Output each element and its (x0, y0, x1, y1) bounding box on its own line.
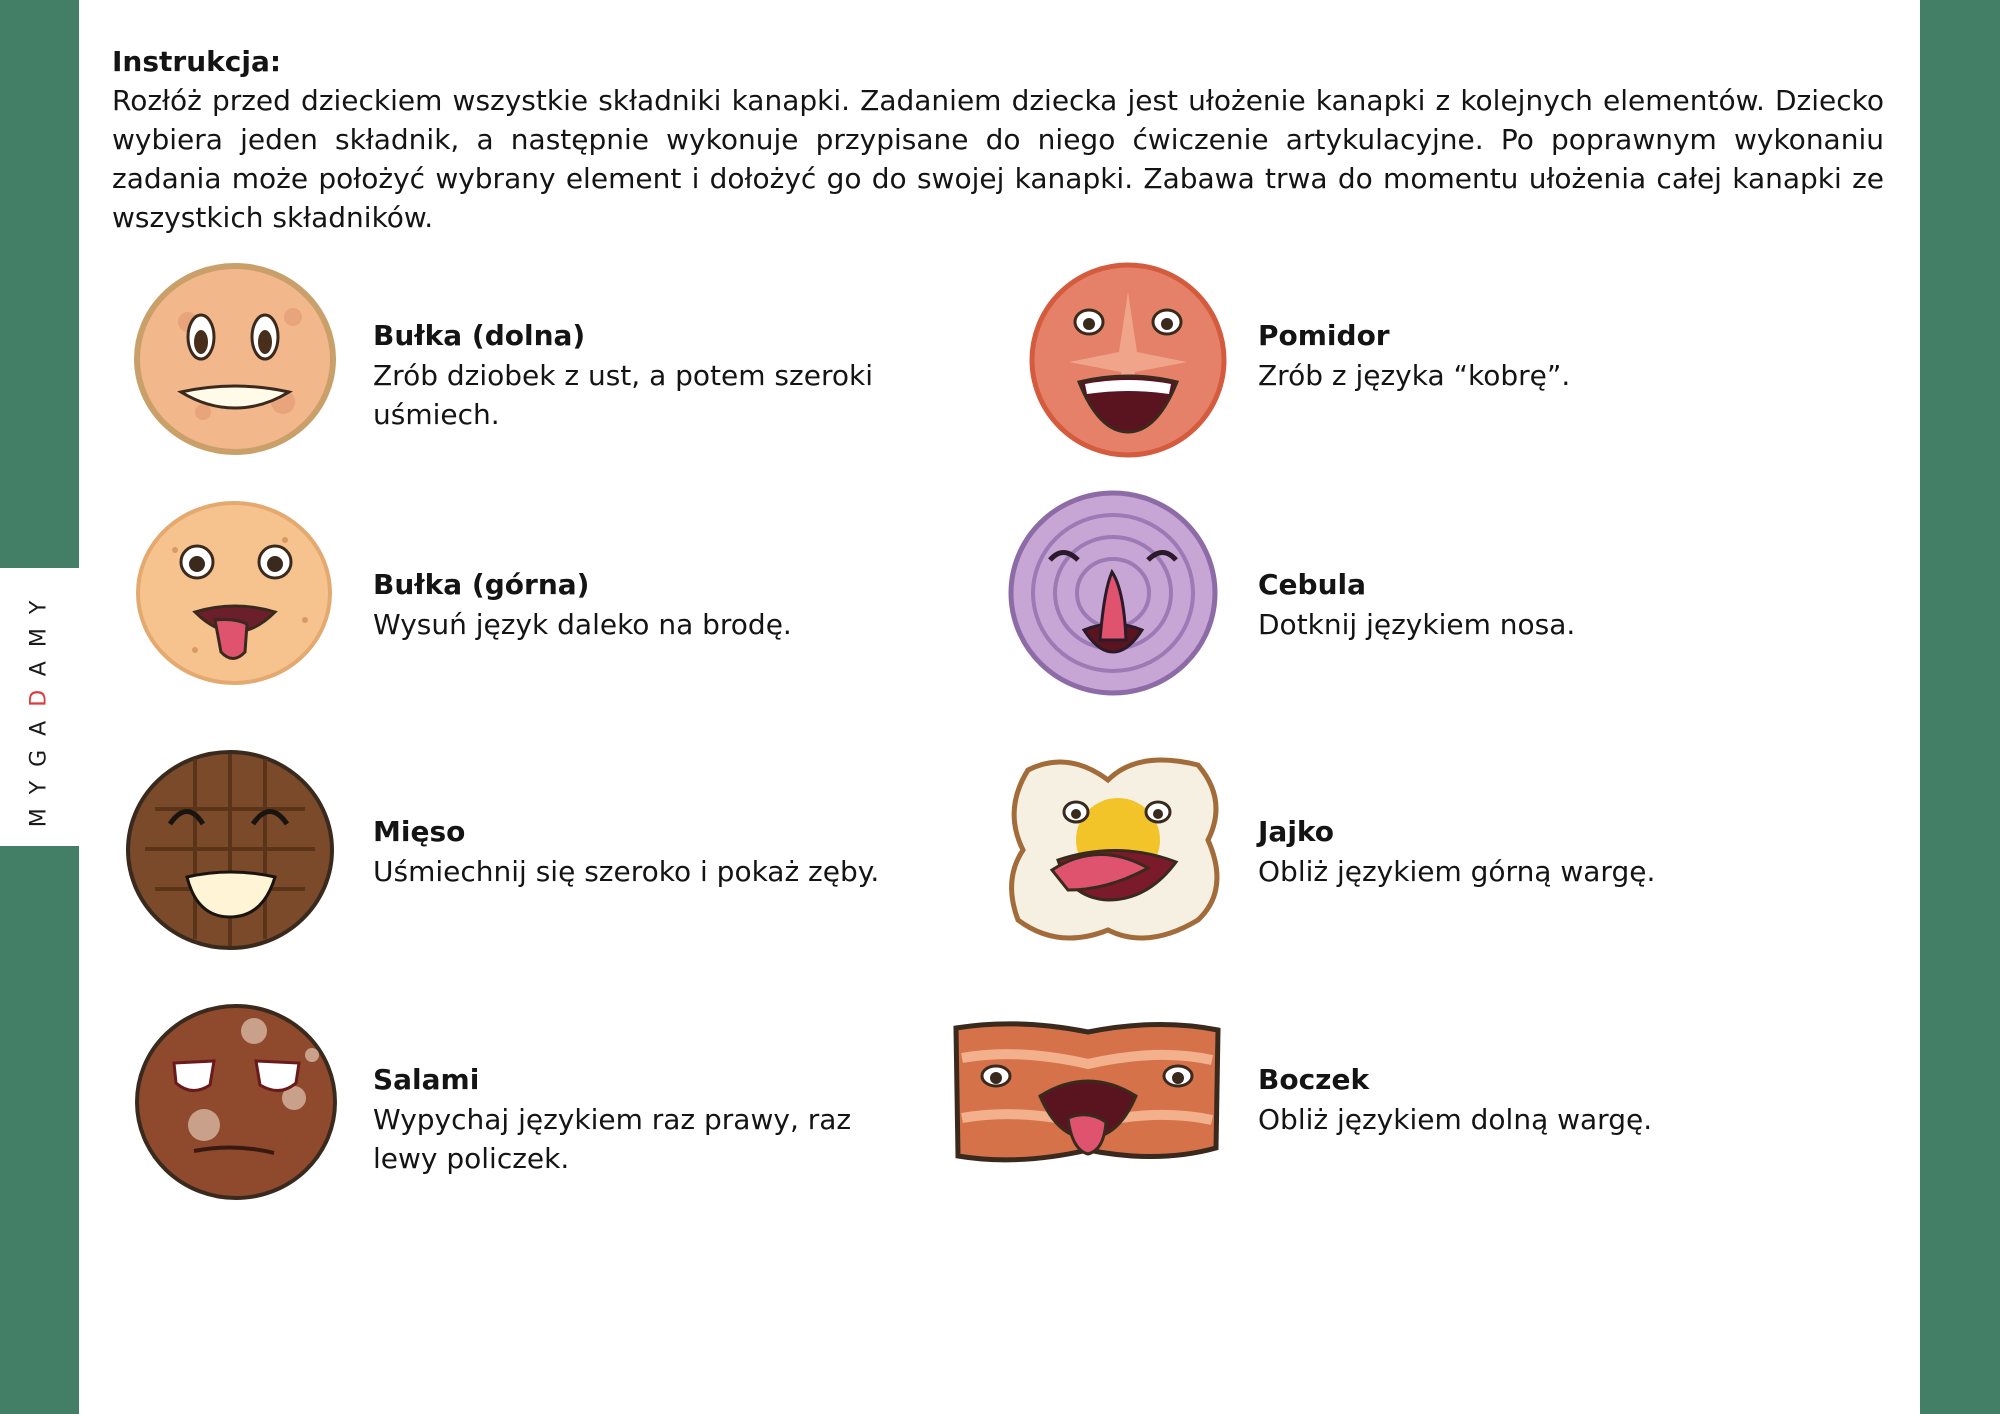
ingredient-exercise: Uśmiechnij się szeroko i pokaż zęby. (373, 855, 880, 888)
instructions-body: Rozłóż przed dzieckiem wszystkie składniki kanapki. Zadaniem dziecka jest ułożenie kanapki z kolejnych elementów. Dziecko wybiera jeden składnik, a następnie wykonuje przypisane do niego ćwiczenie artykulacyjne. Po poprawnym wykonaniu zadania może położyć wybrany element i dołożyć go do swojej kanapki. Zabawa trwa do momentu ułożenia całej kanapki ze wszystkich składników. (112, 84, 1884, 234)
ingredient-top-bun (373, 565, 973, 644)
onion-face-icon (1008, 490, 1218, 696)
ingredient-name: Salami (373, 1063, 480, 1096)
ingredient-egg (1258, 812, 1858, 891)
right-side-bar (1920, 0, 2000, 1414)
meat-patty-face-icon (125, 749, 335, 951)
ingredient-name: Cebula (1258, 568, 1367, 601)
tomato-face-icon (1029, 262, 1227, 458)
ingredient-exercise: Dotknij językiem nosa. (1258, 608, 1576, 641)
bottom-bun-face-icon (133, 262, 337, 456)
ingredient-exercise: Wypychaj językiem raz prawy, raz lewy policzek. (373, 1103, 852, 1175)
ingredient-onion (1258, 565, 1858, 644)
egg-face-icon (998, 740, 1232, 950)
salami-face-icon (134, 1003, 338, 1201)
ingredient-bottom-bun (373, 316, 973, 434)
top-bun-face-icon (135, 500, 333, 686)
ingredient-salami (373, 1060, 913, 1178)
ingredient-tomato (1258, 316, 1858, 395)
brand-logo: MYGADAMY (26, 586, 52, 828)
bacon-face-icon (948, 1018, 1226, 1168)
ingredient-name: Bułka (dolna) (373, 319, 586, 352)
ingredient-name: Bułka (górna) (373, 568, 590, 601)
ingredient-bacon (1258, 1060, 1858, 1139)
instructions (112, 42, 1884, 237)
instructions-title: Instrukcja: (112, 45, 282, 78)
ingredient-exercise: Wysuń język daleko na brodę. (373, 608, 792, 641)
ingredient-name: Jajko (1258, 815, 1335, 848)
ingredient-name: Boczek (1258, 1063, 1370, 1096)
ingredient-exercise: Obliż językiem górną wargę. (1258, 855, 1656, 888)
ingredient-name: Pomidor (1258, 319, 1390, 352)
ingredient-exercise: Zrób dziobek z ust, a potem szeroki uśmiech. (373, 359, 873, 431)
ingredient-meat (373, 812, 973, 891)
ingredient-exercise: Zrób z języka “kobrę”. (1258, 359, 1571, 392)
ingredient-exercise: Obliż językiem dolną wargę. (1258, 1103, 1653, 1136)
ingredient-name: Mięso (373, 815, 466, 848)
